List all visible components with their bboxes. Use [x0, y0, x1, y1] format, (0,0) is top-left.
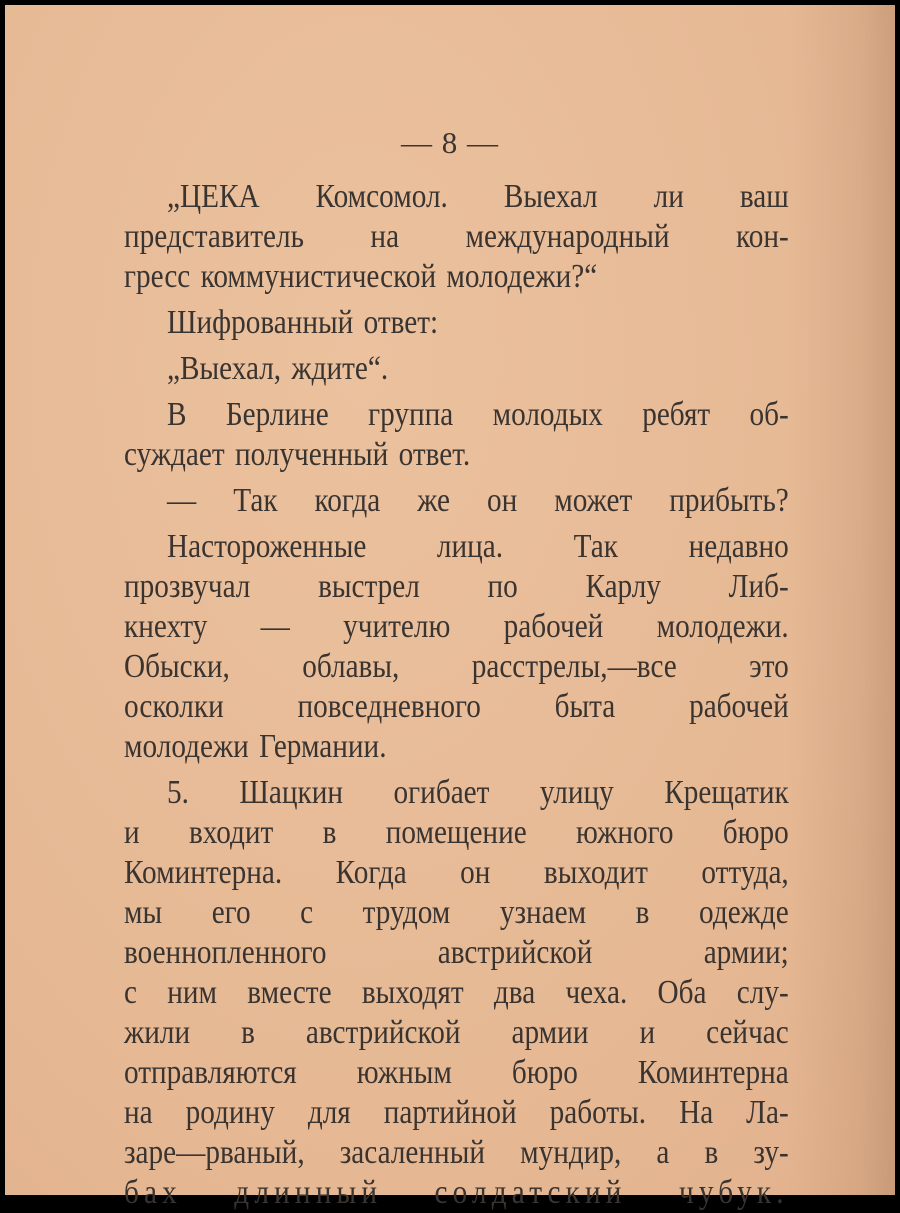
- word: осколки: [124, 688, 224, 725]
- text-line: [124, 1093, 789, 1133]
- word: австрийской: [437, 934, 593, 971]
- word: солдатский: [434, 1174, 627, 1211]
- word: выходит: [543, 854, 648, 891]
- word: молодежи?“: [446, 258, 598, 295]
- word: южным: [356, 1054, 452, 1091]
- word: Коминтерна.: [124, 854, 283, 891]
- word: слу-: [736, 974, 789, 1011]
- word: Крещатик: [664, 774, 789, 811]
- text-line: [124, 349, 789, 389]
- word: в: [322, 814, 337, 851]
- word: входит: [188, 814, 274, 851]
- word: облавы,: [302, 648, 400, 685]
- word: трудом: [362, 894, 451, 931]
- word: Выехал: [503, 178, 598, 215]
- word: партийной: [383, 1094, 517, 1131]
- word: На: [679, 1094, 714, 1131]
- word: огибает: [393, 774, 490, 811]
- book-page: [5, 5, 895, 1211]
- word: ваш: [739, 178, 789, 215]
- word: на: [124, 1094, 153, 1131]
- word: Когда: [335, 854, 407, 891]
- word: жили: [124, 1014, 191, 1051]
- text-line: [124, 1133, 789, 1173]
- word: Обыски,: [124, 648, 230, 685]
- word: гресс: [124, 258, 191, 295]
- word: работы.: [549, 1094, 647, 1131]
- text-line: [124, 1013, 789, 1053]
- word: Германии.: [259, 728, 387, 765]
- word: военнопленного: [124, 934, 327, 971]
- word: в: [704, 1134, 719, 1171]
- word: это: [749, 648, 789, 685]
- word: Ла-: [746, 1094, 789, 1131]
- word: выходят: [361, 974, 464, 1011]
- word: „ЦЕКА: [167, 178, 260, 215]
- page-number: — 8 —: [401, 125, 499, 160]
- word: Шифрованный: [167, 304, 354, 341]
- word: кнехту: [124, 608, 208, 645]
- word: —: [167, 482, 197, 519]
- word: бюро: [722, 814, 789, 851]
- word: „Выехал,: [167, 350, 282, 387]
- word: мундир,: [520, 1134, 622, 1171]
- word: ответ:: [363, 304, 439, 341]
- word: Так: [573, 528, 618, 565]
- word: расстрелы,—все: [471, 648, 677, 685]
- word: 5.: [167, 774, 189, 811]
- word: молодежи: [124, 728, 249, 765]
- text-line: [124, 435, 789, 475]
- text-line: [124, 727, 789, 767]
- word: зу-: [753, 1134, 789, 1171]
- word: бах: [124, 1174, 182, 1211]
- word: рабочей: [689, 688, 789, 725]
- word: чеха.: [565, 974, 628, 1011]
- word: для: [307, 1094, 351, 1131]
- text-line: [124, 687, 789, 727]
- word: сейчас: [706, 1014, 789, 1051]
- word: Настороженные: [167, 528, 367, 565]
- word: в: [241, 1014, 255, 1051]
- word: прозвучал: [124, 568, 251, 605]
- word: заре—рваный,: [124, 1134, 305, 1171]
- text-line: [124, 395, 789, 435]
- word: суждает: [124, 436, 225, 473]
- word: по: [487, 568, 518, 605]
- word: ним: [167, 974, 218, 1011]
- word: кон-: [736, 218, 789, 255]
- word: в: [635, 894, 650, 931]
- word: родину: [185, 1094, 275, 1131]
- word: бюро: [511, 1054, 578, 1091]
- text-line: [124, 893, 789, 933]
- word: лица.: [436, 528, 504, 565]
- word: чубук.: [678, 1174, 789, 1211]
- word: два: [493, 974, 536, 1011]
- word: а: [656, 1134, 670, 1171]
- word: Оба: [657, 974, 707, 1011]
- text-line: [124, 567, 789, 607]
- text-line: [124, 257, 789, 297]
- word: его: [211, 894, 251, 931]
- word: с: [300, 894, 314, 931]
- text-line: [124, 217, 789, 257]
- text-line: [124, 647, 789, 687]
- word: улицу: [539, 774, 614, 811]
- word: узнаем: [499, 894, 587, 931]
- text-line: [124, 813, 789, 853]
- word: ребят: [642, 396, 711, 433]
- word: ответ.: [398, 436, 471, 473]
- word: полученный: [234, 436, 389, 473]
- word: выстрел: [318, 568, 420, 605]
- word: об-: [749, 396, 789, 433]
- word: когда: [314, 482, 381, 519]
- word: австрийской: [305, 1014, 461, 1051]
- word: недавно: [688, 528, 789, 565]
- word: длинный: [234, 1174, 383, 1211]
- text-line: [124, 1173, 789, 1213]
- word: группа: [368, 396, 454, 433]
- text-line: [124, 1053, 789, 1093]
- word: Комсомол.: [315, 178, 448, 215]
- word: вместе: [247, 974, 332, 1011]
- text-line: [124, 933, 789, 973]
- word: оттуда,: [701, 854, 789, 891]
- word: он: [487, 482, 518, 519]
- text-line: [124, 527, 789, 567]
- word: учителю: [343, 608, 451, 645]
- word: засаленный: [339, 1134, 485, 1171]
- word: и: [639, 1014, 656, 1051]
- word: коммунистической: [200, 258, 437, 295]
- word: Так: [233, 482, 278, 519]
- word: быта: [554, 688, 616, 725]
- word: представитель: [124, 218, 304, 255]
- word: он: [460, 854, 491, 891]
- word: прибыть?: [669, 482, 789, 519]
- word: может: [554, 482, 633, 519]
- text-line: [124, 853, 789, 893]
- word: южного: [575, 814, 674, 851]
- word: отправляются: [124, 1054, 297, 1091]
- word: В: [167, 396, 187, 433]
- word: и: [124, 814, 140, 851]
- word: мы: [124, 894, 163, 931]
- text-line: [124, 973, 789, 1013]
- word: ждите“.: [291, 350, 389, 387]
- word: одежде: [699, 894, 789, 931]
- word: армии;: [703, 934, 789, 971]
- word: повседневного: [297, 688, 481, 725]
- word: с: [124, 974, 137, 1011]
- word: Либ-: [728, 568, 789, 605]
- word: на: [370, 218, 400, 255]
- word: Коминтерна: [637, 1054, 789, 1091]
- text-line: [124, 481, 789, 521]
- text-line: [124, 773, 789, 813]
- word: рабочей: [503, 608, 604, 645]
- word: Шацкин: [239, 774, 344, 811]
- word: молодежи.: [656, 608, 789, 645]
- word: ли: [653, 178, 684, 215]
- word: Карлу: [585, 568, 662, 605]
- text-line: [124, 607, 789, 647]
- word: же: [417, 482, 451, 519]
- text-line: [124, 303, 789, 343]
- word: —: [260, 608, 290, 645]
- word: молодых: [492, 396, 603, 433]
- word: Берлине: [225, 396, 329, 433]
- word: международный: [465, 218, 670, 255]
- word: армии: [511, 1014, 589, 1051]
- text-line: [124, 177, 789, 217]
- word: помещение: [385, 814, 527, 851]
